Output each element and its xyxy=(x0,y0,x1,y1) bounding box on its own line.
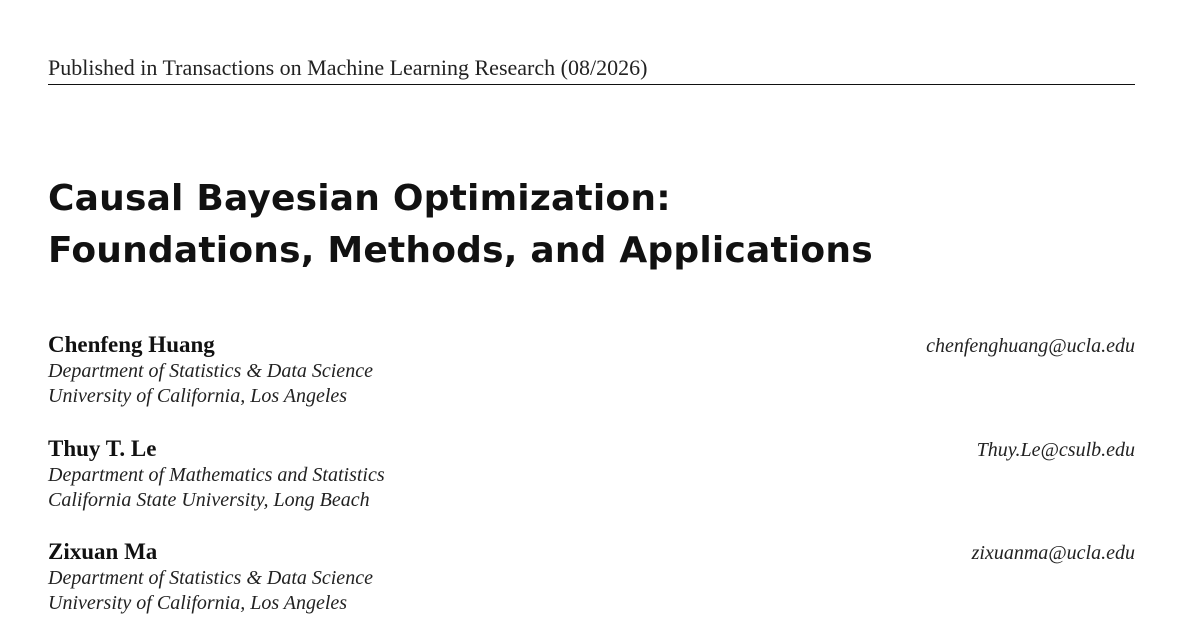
header-rule xyxy=(48,84,1135,85)
author-department: Department of Mathematics and Statistics xyxy=(48,464,385,486)
author-name: Chenfeng Huang xyxy=(48,332,215,357)
author-department: Department of Statistics & Data Science xyxy=(48,360,373,382)
author-email[interactable]: Thuy.Le@csulb.edu xyxy=(976,439,1135,461)
author-institution: University of California, Los Angeles xyxy=(48,385,348,407)
paper-title-line-2: Foundations, Methods, and Applications xyxy=(48,230,873,271)
author-institution: University of California, Los Angeles xyxy=(48,592,348,614)
author-email[interactable]: chenfenghuang@ucla.edu xyxy=(926,335,1135,357)
paper-title xyxy=(48,173,873,277)
author-email[interactable]: zixuanma@ucla.edu xyxy=(971,542,1135,564)
paper-title-line-1: Causal Bayesian Optimization: xyxy=(48,178,671,219)
author-institution: California State University, Long Beach xyxy=(48,489,370,511)
author-name: Zixuan Ma xyxy=(48,539,158,564)
author-block-2 xyxy=(48,436,1135,516)
author-block-1 xyxy=(48,332,1135,412)
running-header: Published in Transactions on Machine Learning Research (08/2026) xyxy=(48,55,648,80)
author-name: Thuy T. Le xyxy=(48,436,157,461)
author-block-3 xyxy=(48,539,1135,619)
author-department: Department of Statistics & Data Science xyxy=(48,567,373,589)
